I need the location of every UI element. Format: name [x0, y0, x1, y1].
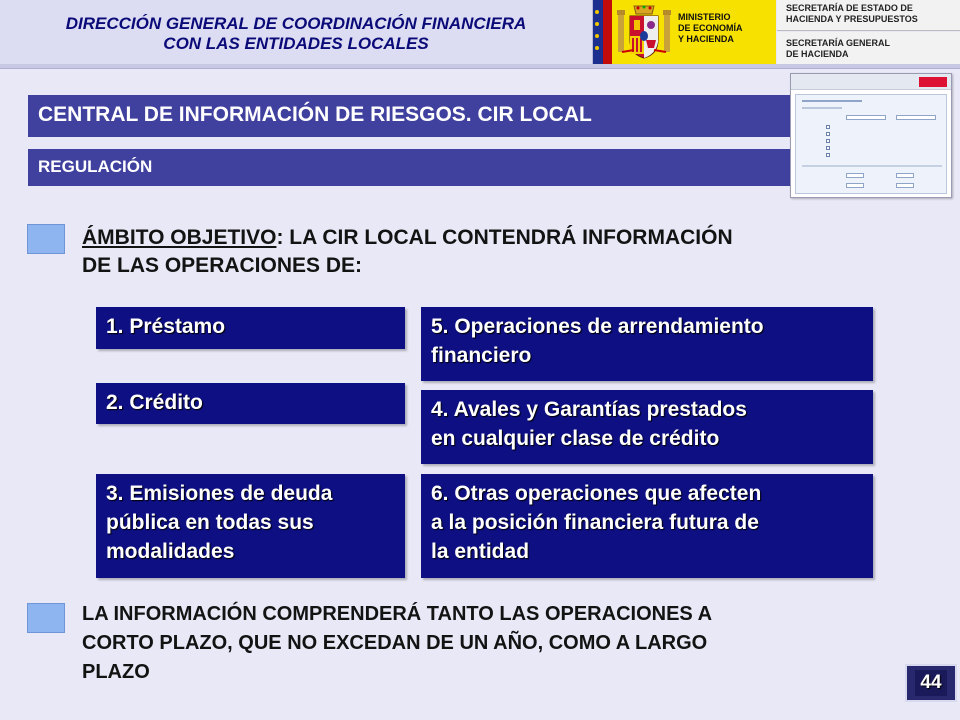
operation-line: la entidad — [431, 540, 530, 563]
operation-line: a la posición financiera futura de — [431, 511, 759, 534]
term-line1: LA INFORMACIÓN COMPRENDERÁ TANTO LAS OPERACIONES A — [82, 603, 713, 625]
operation-box-emisiones — [96, 474, 405, 578]
ministry-line1: MINISTERIO — [678, 12, 731, 22]
operation-box-prestamo — [96, 307, 405, 349]
scope-paragraph — [82, 224, 733, 280]
eu-flag-icon — [593, 0, 603, 64]
operation-line: financiero — [431, 344, 532, 367]
secretaria-general-label — [777, 32, 960, 64]
form-screenshot-thumbnail — [790, 73, 952, 198]
secretaria-estado-label — [777, 0, 960, 31]
secretaria-estado-line2: HACIENDA Y PRESUPUESTOS — [786, 14, 918, 24]
operation-line: 4. Avales y Garantías prestados — [431, 398, 747, 421]
scope-label: ÁMBITO OBJETIVO — [82, 226, 277, 249]
operation-line: 3. Emisiones de deuda — [106, 482, 333, 505]
ministry-label — [676, 0, 776, 64]
ministry-line2: DE ECONOMÍA — [678, 23, 743, 33]
spain-crest-icon — [612, 0, 676, 64]
operation-line: 2. Crédito — [106, 391, 203, 414]
page-title: CENTRAL DE INFORMACIÓN DE RIESGOS. CIR LOCAL — [28, 95, 790, 137]
operation-line: modalidades — [106, 540, 235, 563]
ministry-line3: Y HACIENDA — [678, 34, 734, 44]
header-directorate-line2: CON LAS ENTIDADES LOCALES — [163, 34, 429, 53]
operation-box-credito — [96, 383, 405, 424]
operation-line: en cualquier clase de crédito — [431, 427, 720, 450]
header-directorate — [0, 0, 593, 68]
operation-box-avales — [421, 390, 873, 464]
bullet-square — [27, 603, 65, 633]
secretaria-estado-line1: SECRETARÍA DE ESTADO DE — [786, 3, 913, 13]
header-divider — [0, 64, 960, 69]
scope-line1 — [82, 224, 733, 252]
operation-line: 5. Operaciones de arrendamiento — [431, 315, 764, 338]
scope-text: : LA CIR LOCAL CONTENDRÁ INFORMACIÓN — [276, 226, 733, 249]
secretaria-general-line2: DE HACIENDA — [786, 49, 849, 59]
page-number: 44 — [915, 670, 946, 696]
operation-line: pública en todas sus — [106, 511, 314, 534]
flag-stripe — [603, 0, 612, 64]
secretaria-general-line1: SECRETARÍA GENERAL — [786, 38, 891, 48]
operation-box-arrendamiento — [421, 307, 873, 381]
term-line2: CORTO PLAZO, QUE NO EXCEDAN DE UN AÑO, COMO A LARGO — [82, 632, 708, 654]
term-paragraph — [82, 600, 712, 687]
page-number-badge — [905, 664, 957, 702]
section-subtitle: REGULACIÓN — [28, 149, 790, 186]
operation-line: 6. Otras operaciones que afecten — [431, 482, 762, 505]
bullet-square — [27, 224, 65, 254]
operation-box-otras — [421, 474, 873, 578]
header-directorate-line1: DIRECCIÓN GENERAL DE COORDINACIÓN FINANCIERA — [65, 14, 527, 33]
scope-line2: DE LAS OPERACIONES DE: — [82, 254, 363, 277]
operation-line: 1. Préstamo — [106, 315, 226, 338]
term-line3: PLAZO — [82, 661, 150, 683]
